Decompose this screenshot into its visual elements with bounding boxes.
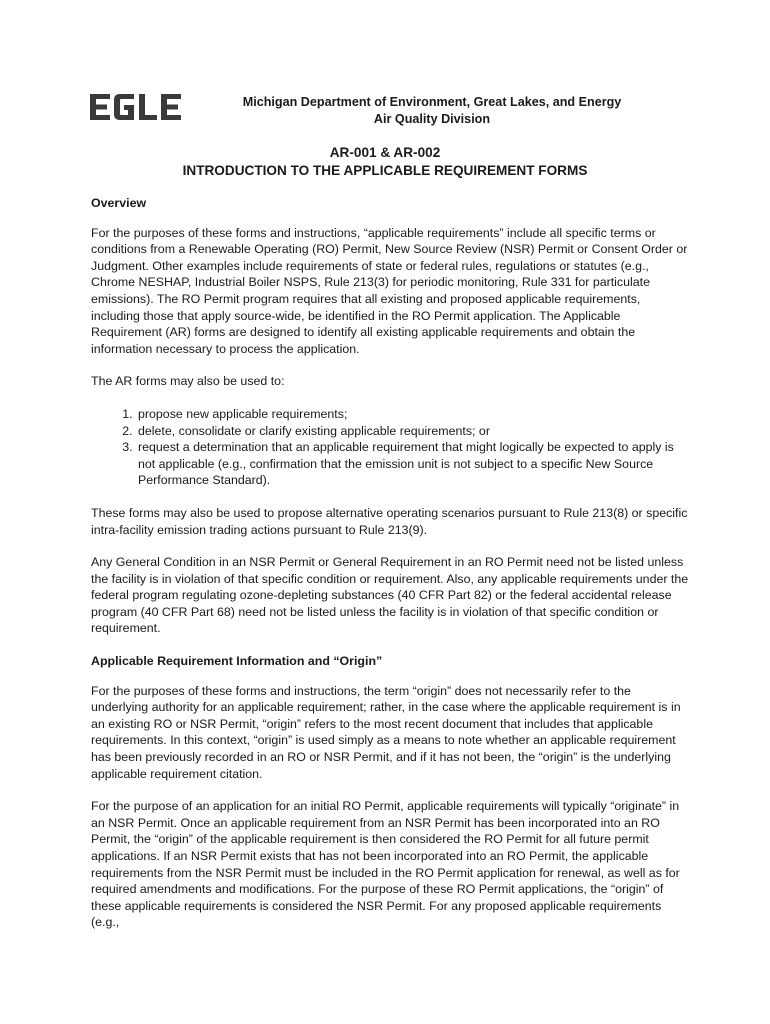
- overview-heading: Overview: [91, 196, 147, 210]
- list-item: 1. propose new applicable requirements;: [136, 406, 691, 423]
- origin-paragraph-1: For the purposes of these forms and instructions, the term “origin” does not necessarily refer to the underlying authority for an applicable requirement; rather, in the case where the applicable requirement is in an existing RO or NSR Permit, “origin” refers to the most recent document that includes that applicable requirements. In this context, “origin” is used simply as a means to note whether an applicable requirement has been previously recorded in an RO or NSR Permit, and if it has not been, the “origin” is the underlying applicable requirement citation.: [91, 683, 681, 781]
- overview-paragraph-2: The AR forms may also be used to:: [91, 374, 285, 389]
- overview-paragraph-4: Any General Condition in an NSR Permit or General Requirement in an RO Permit need not be listed unless the facility is in violation of that specific condition or requirement. Also, any applicable requirements under the federal program regulating ozone-depleting substances (40 CFR Part 82) or the federal accidental release program (40 CFR Part 68) need not be listed unless the facility is in violation of that specific condition or requirement.: [91, 555, 689, 636]
- origin-heading: Applicable Requirement Information and “Origin”: [91, 654, 383, 669]
- division-name: Air Quality Division: [373, 112, 491, 126]
- list-item: 3. request a determination that an applicable requirement that might logically be expected to apply is not applicable (e.g., confirmation that the emission unit is not subject to a specific New Source Performance Standard).: [136, 439, 691, 489]
- form-ids: AR-001 & AR-002: [329, 145, 441, 160]
- egle-logo: [90, 92, 182, 122]
- document-title: INTRODUCTION TO THE APPLICABLE REQUIREMENT FORMS: [182, 163, 588, 178]
- agency-name: Michigan Department of Environment, Great Lakes, and Energy: [242, 95, 622, 109]
- uses-list: [91, 406, 691, 489]
- document-body: [91, 195, 691, 947]
- list-item: 2. delete, consolidate or clarify existing applicable requirements; or: [136, 423, 691, 440]
- overview-paragraph-1: For the purposes of these forms and instructions, “applicable requirements” include all specific terms or conditions from a Renewable Operating (RO) Permit, New Source Review (NSR) Permit or Consent Order or Judgment. Other examples include requirements of state or federal rules, regulations or statutes (e.g., Chrome NESHAP, Industrial Boiler NSPS, Rule 213(3) for periodic monitoring, Rule 331 for particulate emissions). The RO Permit program requires that all existing and proposed applicable requirements, including those that apply source-wide, be identified in the RO Permit application. The Applicable Requirement (AR) forms are designed to identify all existing applicable requirements and obtain the information necessary to process the application.: [91, 225, 688, 356]
- overview-paragraph-3: These forms may also be used to propose alternative operating scenarios pursuant to Rule 213(8) or specific intra-facility emission trading actions pursuant to Rule 213(9).: [91, 505, 688, 537]
- origin-paragraph-2: For the purpose of an application for an initial RO Permit, applicable requirements will typically “originate” in an NSR Permit. Once an applicable requirement from an NSR Permit has been incorporated into an RO Permit, the “origin” of the applicable requirement is then considered the RO Permit for all future permit applications. If an NSR Permit exists that has not been incorporated into an RO Permit, the applicable requirements from the NSR Permit must be included in the RO Permit application for renewal, as well as for required amendments and modifications. For the purpose of these RO Permit applications, the “origin” of these applicable requirements is considered the NSR Permit. For any proposed applicable requirements (e.g.,: [91, 799, 680, 930]
